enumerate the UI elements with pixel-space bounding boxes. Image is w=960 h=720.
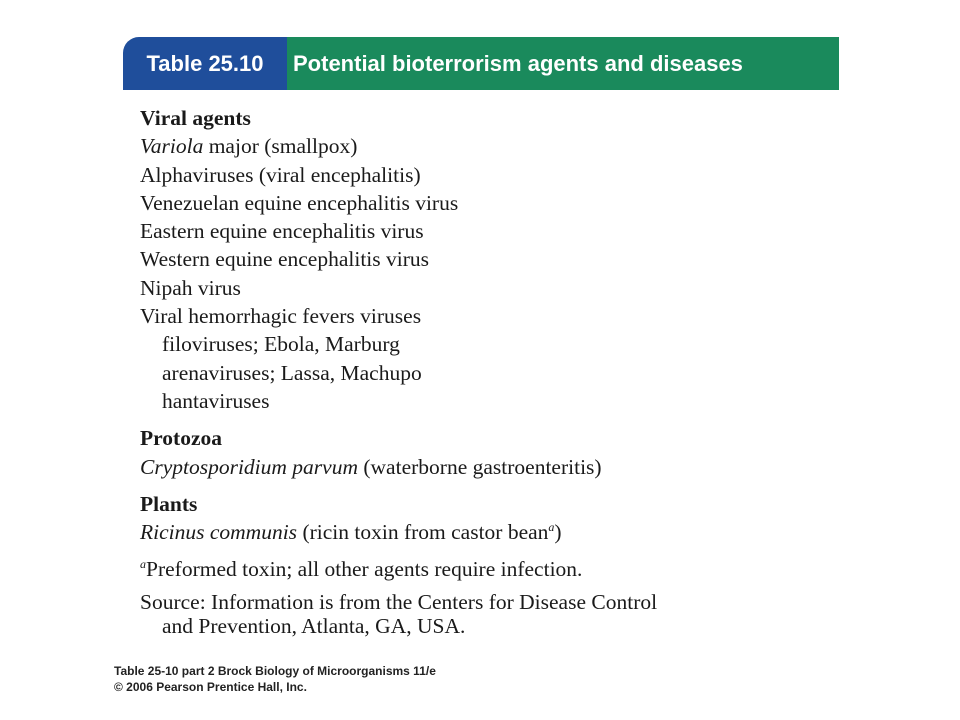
protozoa-species: Cryptosporidium parvum <box>140 454 358 479</box>
viral-item-variola <box>140 132 840 160</box>
viral-heading: Viral agents <box>140 106 251 130</box>
viral-item: Nipah virus <box>140 275 241 300</box>
table-banner <box>123 37 839 90</box>
plants-close: ) <box>554 520 562 545</box>
protozoa-item <box>140 453 840 481</box>
footnote-ref: a <box>548 520 555 534</box>
table-label: Table 25.10 <box>123 37 287 90</box>
viral-item: Alphaviruses (viral encephalitis) <box>140 162 421 187</box>
viral-subitem: hantaviruses <box>162 388 270 413</box>
viral-subitem: arenaviruses; Lassa, Machupo <box>162 360 422 385</box>
variola-rest: major (smallpox) <box>203 134 358 159</box>
footer-line-1: Table 25-10 part 2 Brock Biology of Microorganisms 11/e <box>114 664 436 678</box>
footnote-text: Preformed toxin; all other agents require infection. <box>146 557 583 582</box>
table-content <box>140 104 840 638</box>
plants-heading: Plants <box>140 491 198 516</box>
viral-item: Viral hemorrhagic fevers viruses <box>140 304 422 329</box>
page-footer <box>114 663 436 695</box>
footnote <box>140 555 840 583</box>
source-line-2: and Prevention, Atlanta, GA, USA. <box>162 613 466 638</box>
plants-species: Ricinus communis <box>140 520 298 545</box>
table-title: Potential bioterrorism agents and diseases <box>287 37 839 90</box>
plants-rest: (ricin toxin from castor bean <box>297 520 549 545</box>
viral-item: Western equine encephalitis virus <box>140 247 430 272</box>
variola-genus: Variola <box>140 134 204 159</box>
viral-item: Venezuelan equine encephalitis virus <box>140 190 459 215</box>
source-line-1: Source: Information is from the Centers for Disease Control <box>140 589 658 614</box>
footnote-marker: a <box>140 557 146 572</box>
viral-item: Eastern equine encephalitis virus <box>140 219 424 244</box>
footer-line-2: © 2006 Pearson Prentice Hall, Inc. <box>114 680 307 694</box>
protozoa-heading: Protozoa <box>140 426 222 451</box>
protozoa-rest: (waterborne gastroenteritis) <box>358 454 602 479</box>
viral-subitem: filoviruses; Ebola, Marburg <box>162 332 400 357</box>
plants-item <box>140 518 840 546</box>
